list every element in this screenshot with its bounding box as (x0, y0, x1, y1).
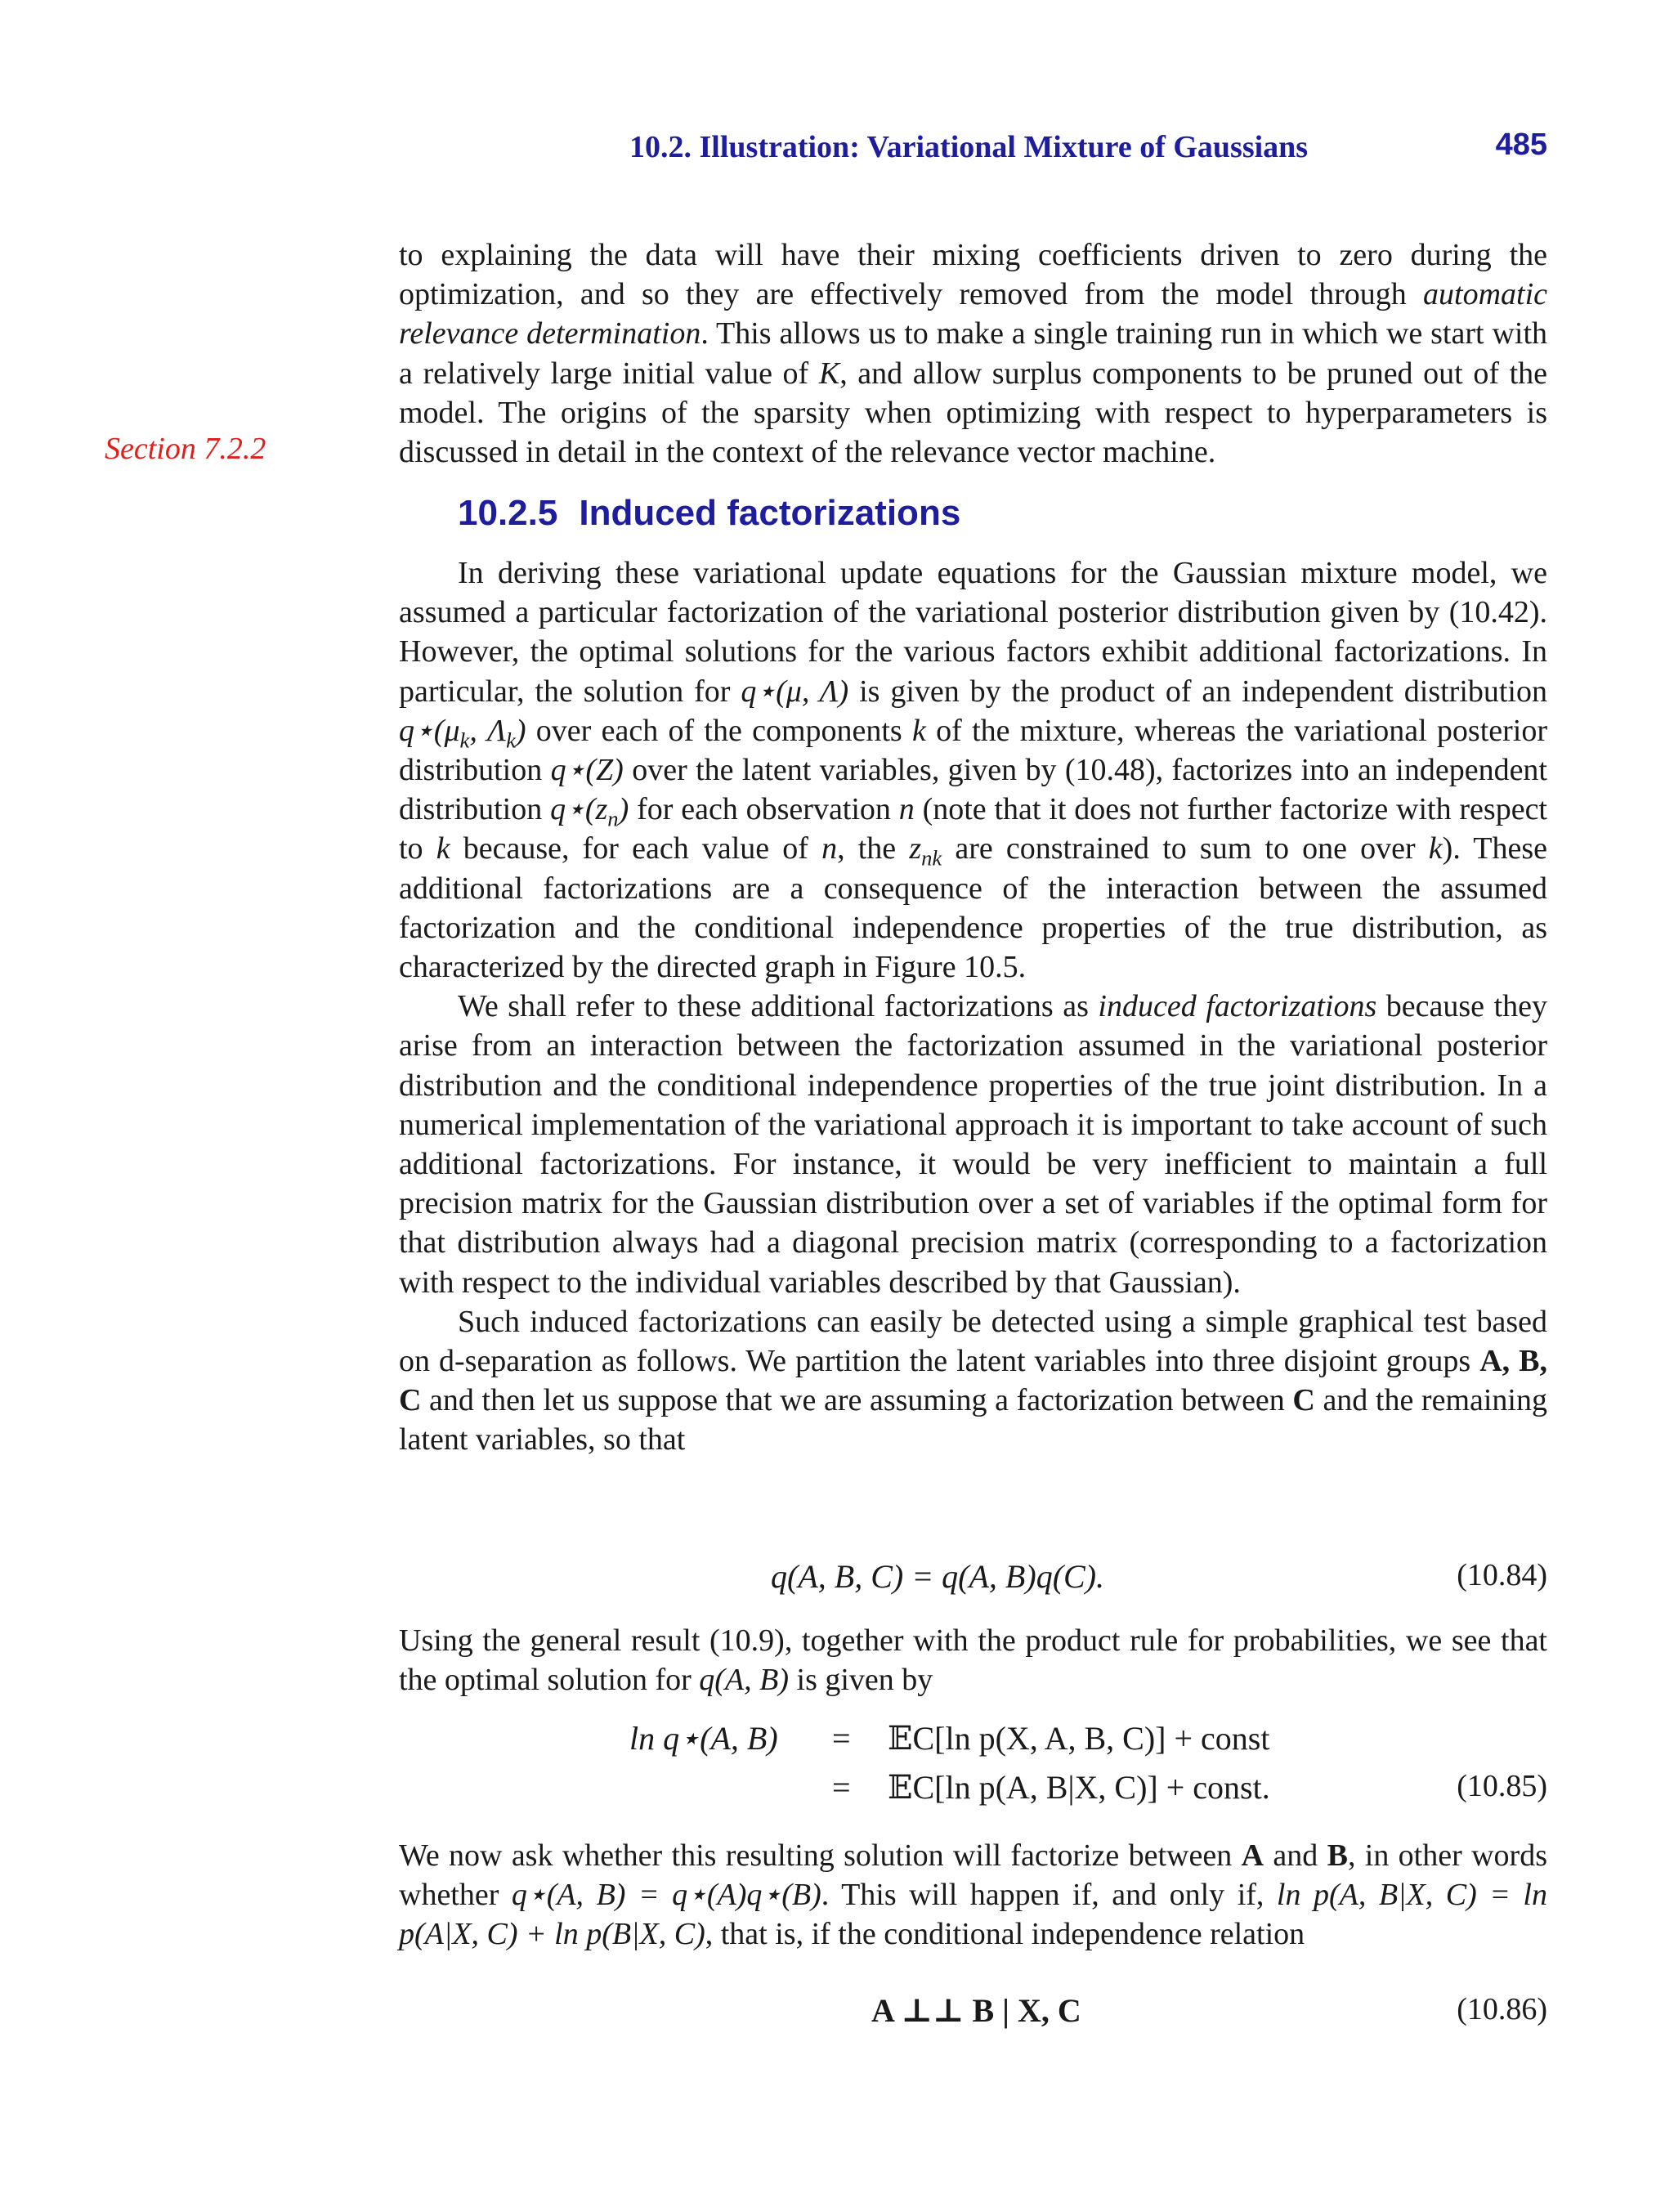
math-sub: nk (921, 846, 942, 871)
math-group-b: B (1327, 1838, 1348, 1873)
equation-number: (10.84) (1457, 1558, 1547, 1592)
math-z-nk (909, 831, 942, 871)
p3-text: because they arise from an interaction between the factorization assumed in the variational posterior distribution and the conditional independence properties of the true joint distribution. In a numerical implementation of the variational approach it is important to take account of such additional factorizations. For instance, it would be very inefficient to maintain a full precision matrix for the Gaussian distribution over a set of variables if the optimal form for that distribution always had a diagonal precision matrix (corresponding to a factorization with respect to the individual variables described by that Gaussian). (399, 989, 1547, 1300)
paragraph-1-text-b: . This allows us to make a single training run in which we start with a relatively large initial value of (399, 316, 1547, 391)
p4-text: Such induced factorizations can easily be detected using a simple graphical test based on d-separation as follows. We partition the latent variables into three disjoint groups (399, 1304, 1547, 1379)
math-var-k: K (818, 356, 840, 391)
p4-text: and then let us suppose that we are assuming a factorization between (421, 1383, 1293, 1418)
p3-emphasis: induced factorizations (1098, 989, 1377, 1024)
p2-text: over each of the components (526, 713, 912, 748)
equation-equals: = (832, 1769, 851, 1806)
equation-rhs-2: 𝔼C[ln p(A, B|X, C)] + const. (888, 1769, 1270, 1806)
equation-lhs: ln q⋆(A, B) (629, 1720, 778, 1757)
p6-text: We now ask whether this resulting solution will factorize between (399, 1838, 1242, 1873)
p6-text: , in other words whether (399, 1838, 1547, 1913)
math-groups-abc: A, B, C (399, 1344, 1547, 1418)
paragraph-3 (399, 987, 1547, 1302)
p2-text: , the (837, 831, 910, 866)
equation-number: (10.86) (1457, 1992, 1547, 2026)
math-var-n: n (898, 792, 915, 827)
p6-text: and (1264, 1838, 1327, 1873)
math-q-z: q⋆(Z) (550, 753, 624, 788)
equation-body: q(A, B, C) = q(A, B)q(C). (771, 1558, 1105, 1595)
math-var-k: k (912, 713, 926, 748)
math-sub: k (506, 728, 516, 753)
math-log-factorization: ln p(A, B|X, C) = ln p(A|X, C) + ln p(B|X, C) (399, 1878, 1547, 1952)
p2-text: In deriving these variational update equations for the Gaussian mixture model, we assumed a particular factorization of the variational posterior distribution given by (10.42). However, the optimal solutions for the various factors exhibit additional factorizations. In particular, the solution for (399, 556, 1547, 709)
p2-text: because, for each value of (450, 831, 822, 866)
p4-text: and the remaining latent variables, so that (399, 1383, 1547, 1458)
page-number: 485 (1495, 128, 1547, 162)
math-factorization-ab: q⋆(A, B) = q⋆(A)q⋆(B) (511, 1878, 821, 1913)
math-var-k: k (436, 831, 450, 866)
math-q-mu-lambda: q⋆(μ, Λ) (741, 674, 849, 709)
equation-rhs-1: 𝔼C[ln p(X, A, B, C)] + const (888, 1720, 1270, 1757)
math-var-k: k (1428, 831, 1443, 866)
paragraph-5 (399, 1621, 1547, 1699)
math-part: ) (515, 713, 526, 748)
paragraph-1-text-c: , and allow surplus components to be pruned out of the model. The origins of the sparsity when optimizing with respect to hyperparameters is discussed in detail in the context of the relevance vector machine. (399, 356, 1547, 470)
p2-text: (note that it does not further factorize with respect to (399, 792, 1547, 866)
p5-text: is given by (789, 1663, 933, 1698)
section-heading (458, 493, 960, 534)
running-header-title: 10.2. Illustration: Variational Mixture of Gaussians (629, 130, 1309, 164)
margin-note-section-ref[interactable]: Section 7.2.2 (105, 432, 266, 466)
paragraph-1 (399, 235, 1547, 472)
p2-text: is given by the product of an independent distribution (848, 674, 1547, 709)
equation-10-86 (399, 1991, 1547, 2032)
paragraph-6 (399, 1836, 1547, 1955)
p5-text: Using the general result (10.9), together with the product rule for probabilities, we see that the optimal solution for (399, 1623, 1547, 1698)
p2-text: ). These additional factorizations are a consequence of the interaction between the assumed factorization and the conditional independence properties of the true distribution, as characterized by the directed graph in Figure 10.5. (399, 831, 1548, 985)
paragraph-1-text-a: to explaining the data will have their mixing coefficients driven to zero during the optimization, and so they are effectively removed from the model through (399, 238, 1547, 312)
equation-10-85 (399, 1719, 1547, 1817)
math-group-a: A (1241, 1838, 1264, 1873)
math-q-z-n (550, 792, 629, 831)
paragraph-2 (399, 553, 1547, 987)
equation-body: A ⊥⊥ B | X, C (871, 1992, 1081, 2029)
p2-text: over the latent variables, given by (10.48), factorizes into an independent distribution (399, 753, 1547, 827)
body-text-main (399, 553, 1547, 1460)
math-part: , Λ (469, 713, 507, 748)
math-group-c: C (1292, 1383, 1315, 1418)
math-sub: n (607, 806, 619, 831)
paragraph-4 (399, 1302, 1547, 1460)
p2-text: of the mixture, whereas the variational posterior distribution (399, 713, 1548, 788)
math-part: q⋆(μ (399, 713, 460, 748)
p3-text: We shall refer to these additional factorizations as (458, 989, 1099, 1024)
p6-text: , that is, if the conditional independence relation (705, 1917, 1305, 1952)
math-q-mu-k-lambda-k (399, 713, 526, 753)
section-title: Induced factorizations (579, 493, 961, 533)
section-number: 10.2.5 (458, 493, 558, 533)
equation-10-84 (399, 1557, 1547, 1598)
math-part: z (909, 831, 922, 866)
p6-text: . This will happen if, and only if, (821, 1878, 1277, 1913)
equation-equals: = (832, 1720, 851, 1757)
paragraph-1-emphasis: automatic relevance determination (399, 277, 1547, 352)
math-part: ) (618, 792, 629, 827)
p2-text: are constrained to sum to one over (942, 831, 1429, 866)
equation-number: (10.85) (1457, 1769, 1547, 1803)
math-var-n: n (821, 831, 838, 866)
math-q-ab: q(A, B) (699, 1663, 790, 1698)
math-part: q⋆(z (550, 792, 608, 827)
p2-text: for each observation (629, 792, 899, 827)
math-sub: k (459, 728, 470, 753)
